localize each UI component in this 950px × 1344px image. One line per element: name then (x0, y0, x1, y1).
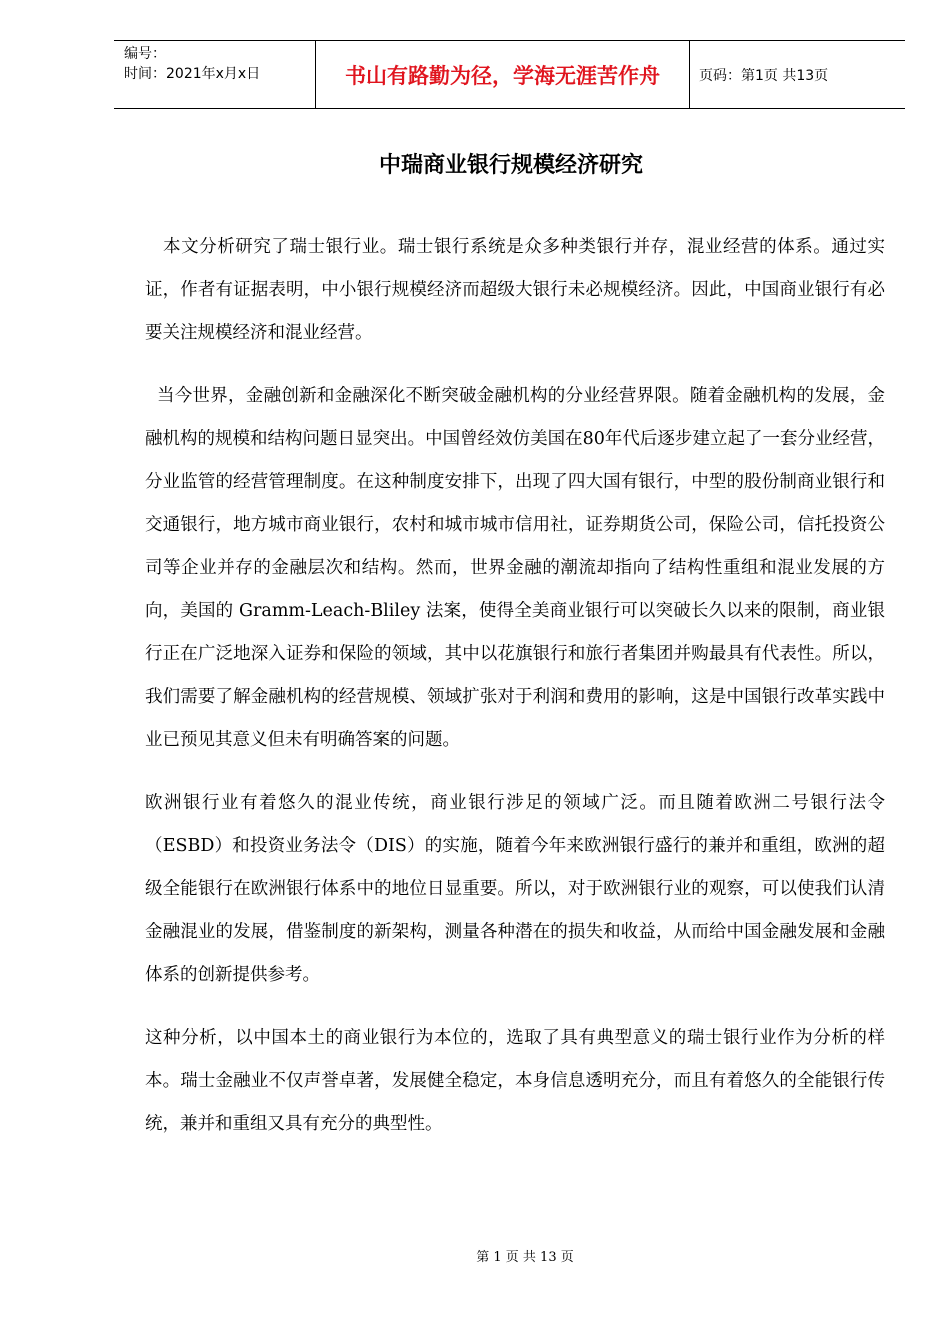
document-number-label: 编号： (124, 46, 166, 62)
paragraph-method: 这种分析，以中国本土的商业银行为本位的，选取了具有典型意义的瑞士银行业作为分析的样本。瑞士金融业不仅声誉卓著，发展健全稳定，本身信息透明充分，而且有着悠久的全能银行传统，兼并和重组又具有充分的典型性。 (145, 1028, 885, 1134)
page-header (114, 40, 905, 109)
header-motto: 书山有路勤为径，学海无涯苦作舟 (315, 41, 690, 108)
page-footer: 第 1 页 共 13 页 (476, 1250, 574, 1265)
header-meta (114, 41, 314, 108)
paragraph-europe: 欧洲银行业有着悠久的混业传统，商业银行涉足的领域广泛。而且随着欧洲二号银行法令（ESBD）和投资业务法令（DIS）的实施，随着今年来欧洲银行盛行的兼并和重组，欧洲的超级全能银行在欧洲银行体系中的地位日显重要。所以，对于欧洲银行业的观察，可以使我们认清金融混业的发展，借鉴制度的新架构，测量各种潜在的损失和收益，从而给中国金融发展和金融体系的创新提供参考。 (145, 793, 885, 985)
document-body (145, 226, 885, 1166)
paragraph-background: 当今世界，金融创新和金融深化不断突破金融机构的分业经营界限。随着金融机构的发展，金融机构的规模和结构问题日显突出。中国曾经效仿美国在80年代后逐步建立起了一套分业经营，分业监管的经营管理制度。在这种制度安排下，出现了四大国有银行，中型的股份制商业银行和交通银行，地方城市商业银行，农村和城市城市信用社，证券期货公司，保险公司，信托投资公司等企业并存的金融层次和结构。然而，世界金融的潮流却指向了结构性重组和混业发展的方向，美国的 Gramm-Leach-Bliley 法案，使得全美商业银行可以突破长久以来的限制，商业银行正在广泛地深入证券和保险的领域，其中以花旗银行和旅行者集团并购最具有代表性。所以，我们需要了解金融机构的经营规模、领域扩张对于利润和费用的影响，这是中国银行改革实践中业已预见其意义但未有明确答案的问题。 (145, 386, 885, 750)
document-time-label: 时间：2021年x月x日 (124, 66, 261, 82)
paragraph-abstract: 本文分析研究了瑞士银行业。瑞士银行系统是众多种类银行并存，混业经营的体系。通过实证，作者有证据表明，中小银行规模经济而超级大银行未必规模经济。因此，中国商业银行有必要关注规模经济和混业经营。 (145, 237, 885, 343)
header-page-info: 页码：第1页 共13页 (699, 67, 829, 84)
document-title: 中瑞商业银行规模经济研究 (378, 152, 643, 178)
